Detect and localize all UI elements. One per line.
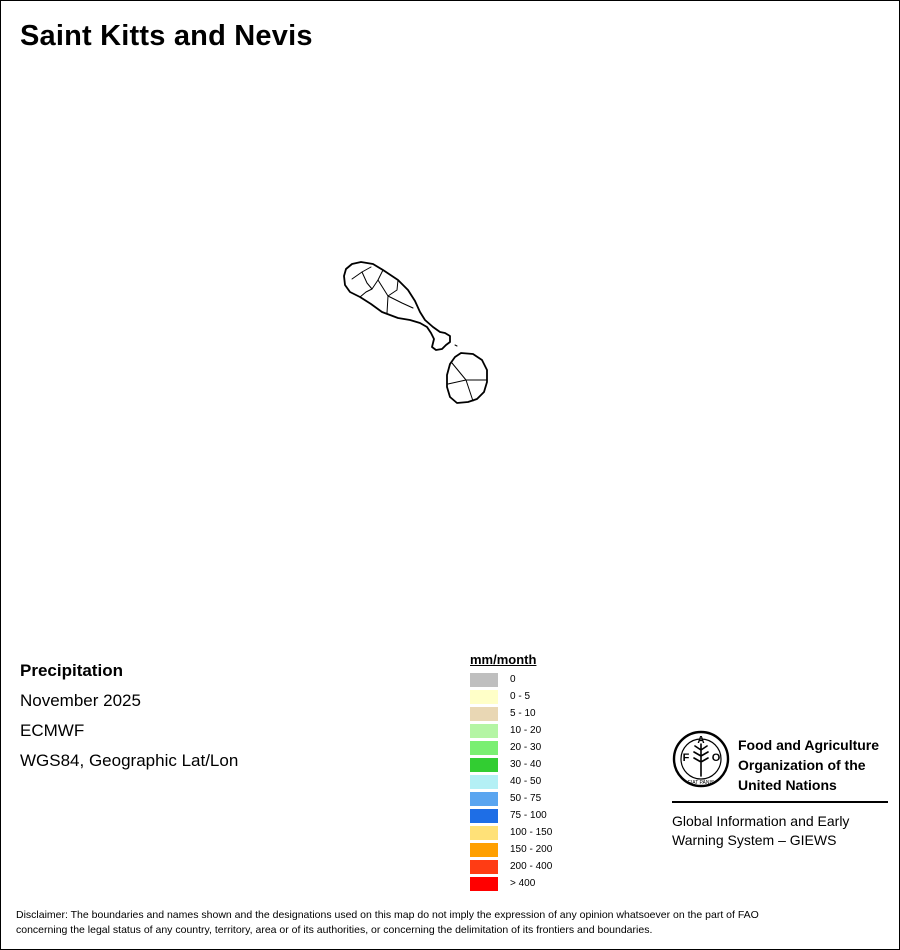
legend-swatch bbox=[470, 707, 498, 721]
legend-label: 5 - 10 bbox=[510, 708, 536, 719]
saint-kitts-parish-line bbox=[362, 272, 372, 289]
nevis-parish-line bbox=[448, 380, 466, 384]
saint-kitts-outline bbox=[344, 262, 450, 350]
legend-label: 200 - 400 bbox=[510, 861, 553, 872]
disclaimer bbox=[16, 908, 886, 938]
legend-label: 40 - 50 bbox=[510, 776, 542, 787]
nevis-parish-line bbox=[452, 363, 466, 380]
legend-swatch bbox=[470, 843, 498, 857]
legend-label: 0 - 5 bbox=[510, 691, 531, 702]
legend-item bbox=[470, 688, 552, 705]
disclaimer-line: Disclaimer: The boundaries and names shown and the designations used on this map do not imply the expression of any opinion whatsoever on the part of FAO bbox=[16, 909, 759, 921]
legend-swatch bbox=[470, 826, 498, 840]
map-info bbox=[20, 656, 238, 776]
legend-swatch bbox=[470, 809, 498, 823]
legend-item bbox=[470, 722, 552, 739]
legend-item bbox=[470, 875, 552, 892]
legend-label: > 400 bbox=[510, 878, 536, 889]
fao-name-line: Food and Agriculture bbox=[738, 737, 880, 753]
legend-label: 20 - 30 bbox=[510, 742, 542, 753]
legend-label: 150 - 200 bbox=[510, 844, 553, 855]
legend-item bbox=[470, 739, 552, 756]
giews-line: Warning System – GIEWS bbox=[672, 832, 837, 848]
legend-item bbox=[470, 790, 552, 807]
fao-name-line: United Nations bbox=[738, 777, 837, 793]
giews-line: Global Information and Early bbox=[672, 813, 850, 829]
country-map bbox=[330, 250, 510, 420]
legend-rows bbox=[470, 671, 552, 892]
fao-logo-letter: A bbox=[697, 735, 705, 746]
fao-logo-motto: FIAT PANIS bbox=[687, 780, 715, 786]
legend-item bbox=[470, 824, 552, 841]
legend-item bbox=[470, 705, 552, 722]
legend-swatch bbox=[470, 877, 498, 891]
nevis-outline bbox=[447, 353, 487, 403]
saint-kitts-parish-line bbox=[352, 267, 371, 279]
legend-item bbox=[470, 858, 552, 875]
legend-swatch bbox=[470, 775, 498, 789]
legend-swatch bbox=[470, 724, 498, 738]
legend-item bbox=[470, 773, 552, 790]
legend-label: 30 - 40 bbox=[510, 759, 542, 770]
legend-swatch bbox=[470, 673, 498, 687]
fao-logo-letter: F bbox=[682, 752, 690, 764]
saint-kitts-parish-line bbox=[378, 280, 388, 313]
legend-swatch bbox=[470, 792, 498, 806]
disclaimer-line: concerning the legal status of any country, territory, area or of its authorities, or concerning the delimitation of its frontiers and boundaries. bbox=[16, 924, 653, 936]
fao-name-line: Organization of the bbox=[738, 757, 866, 773]
legend-unit: mm/month bbox=[470, 652, 537, 667]
divider bbox=[672, 801, 888, 803]
map-title: Saint Kitts and Nevis bbox=[20, 20, 313, 52]
projection-label: WGS84, Geographic Lat/Lon bbox=[20, 751, 239, 770]
saint-kitts-parish-line bbox=[388, 296, 413, 308]
legend-item bbox=[470, 841, 552, 858]
legend-label: 0 bbox=[510, 674, 516, 685]
period-label: November 2025 bbox=[20, 691, 141, 710]
fao-logo-letter: O bbox=[711, 752, 721, 764]
legend-label: 50 - 75 bbox=[510, 793, 542, 804]
legend bbox=[470, 652, 552, 892]
legend-swatch bbox=[470, 690, 498, 704]
legend-swatch bbox=[470, 758, 498, 772]
legend-label: 10 - 20 bbox=[510, 725, 542, 736]
legend-label: 75 - 100 bbox=[510, 810, 547, 821]
legend-swatch bbox=[470, 860, 498, 874]
legend-item bbox=[470, 671, 552, 688]
legend-item bbox=[470, 807, 552, 824]
islet-marker bbox=[455, 345, 457, 346]
giews-name bbox=[672, 812, 849, 850]
saint-kitts-parish-line bbox=[388, 280, 398, 296]
fao-logo-icon bbox=[672, 730, 730, 788]
legend-label: 100 - 150 bbox=[510, 827, 553, 838]
source-label: ECMWF bbox=[20, 721, 85, 740]
variable-label: Precipitation bbox=[20, 661, 123, 680]
fao-name bbox=[738, 735, 879, 795]
nevis-parish-line bbox=[466, 380, 473, 401]
legend-item bbox=[470, 756, 552, 773]
legend-swatch bbox=[470, 741, 498, 755]
